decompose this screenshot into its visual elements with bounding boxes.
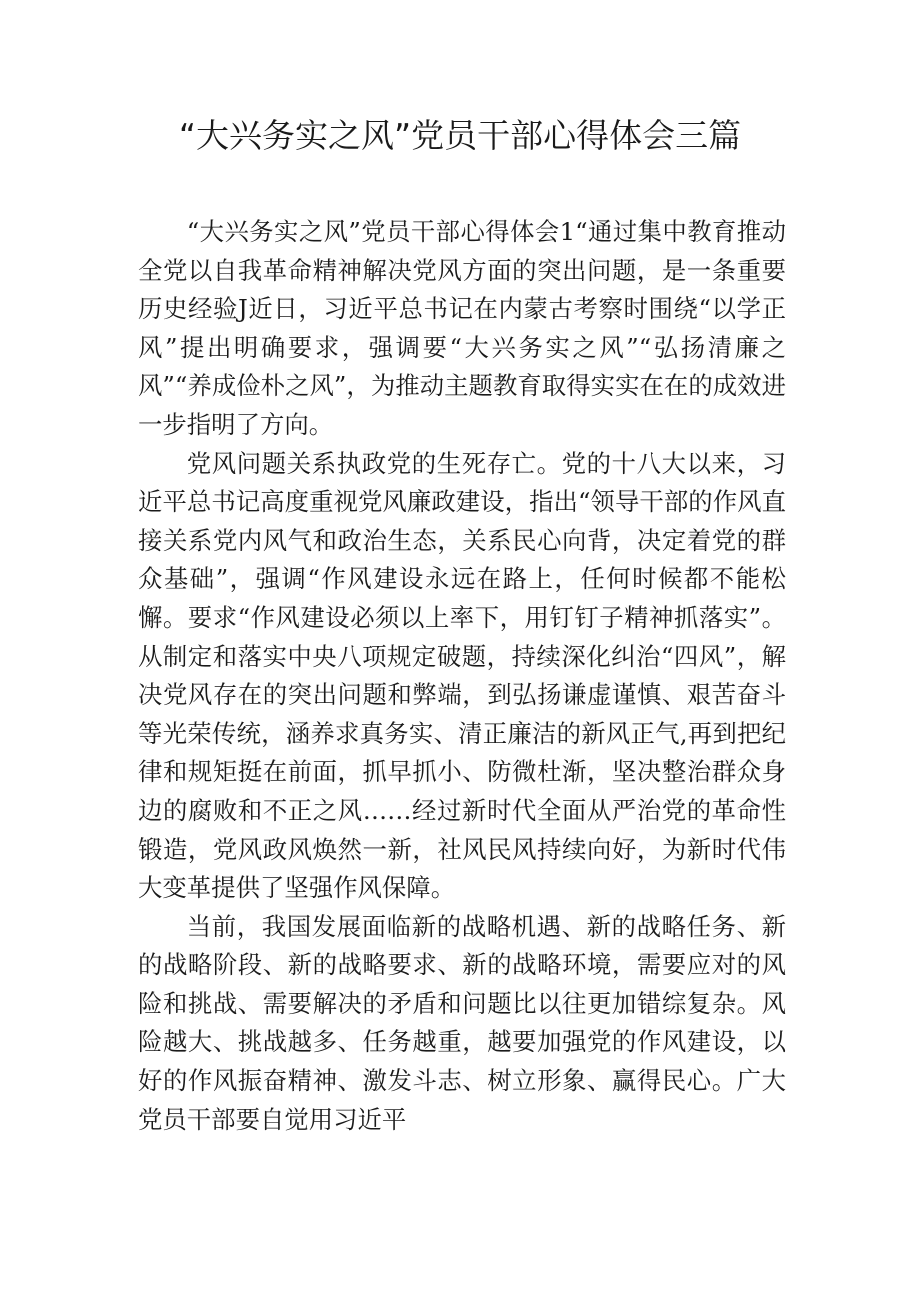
paragraph-1: “大兴务实之风”党员干部心得体会1“通过集中教育推动全党以自我革命精神解决党风方面的突出问题，是一条重要历史经验J近日，习近平总书记在内蒙古考察时围绕“以学正风”提出明确要求，强调要“大兴务实之风”“弘扬清廉之风”“养成俭朴之风”，为推动主题教育取得实实在在的成效进一步指明了方向。 bbox=[138, 217, 786, 439]
document-body bbox=[138, 213, 786, 1139]
paragraph-3: 当前，我国发展面临新的战略机遇、新的战略任务、新的战略阶段、新的战略要求、新的战略环境，需要应对的风险和挑战、需要解决的矛盾和问题比以往更加错综复杂。风险越大、挑战越多、任务越重，越要加强党的作风建设，以好的作风振奋精神、激发斗志、树立形象、赢得民心。广大党员干部要自觉用习近平 bbox=[138, 911, 786, 1134]
document-title: “大兴务实之风”党员干部心得体会三篇 bbox=[178, 116, 742, 155]
paragraph-2: 党风问题关系执政党的生死存亡。党的十八大以来，习近平总书记高度重视党风廉政建设，指出“领导干部的作风直接关系党内风气和政治生态，关系民心向背，决定着党的群众基础”，强调“作风建设永远在路上，任何时候都不能松懈。要求“作风建设必须以上率下，用钉钉子精神抓落实”。从制定和落实中央八项规定破题，持续深化纠治“四风”，解决党风存在的突出问题和弊端，到弘扬谦虚谨慎、艰苦奋斗等光荣传统，涵养求真务实、清正廉洁的新风正气,再到把纪律和规矩挺在前面，抓早抓小、防微杜渐，坚决整治群众身边的腐败和不正之风……经过新时代全面从严治党的革命性锻造，党风政风焕然一新，社风民风持续向好，为新时代伟大变革提供了坚强作风保障。 bbox=[138, 448, 786, 903]
